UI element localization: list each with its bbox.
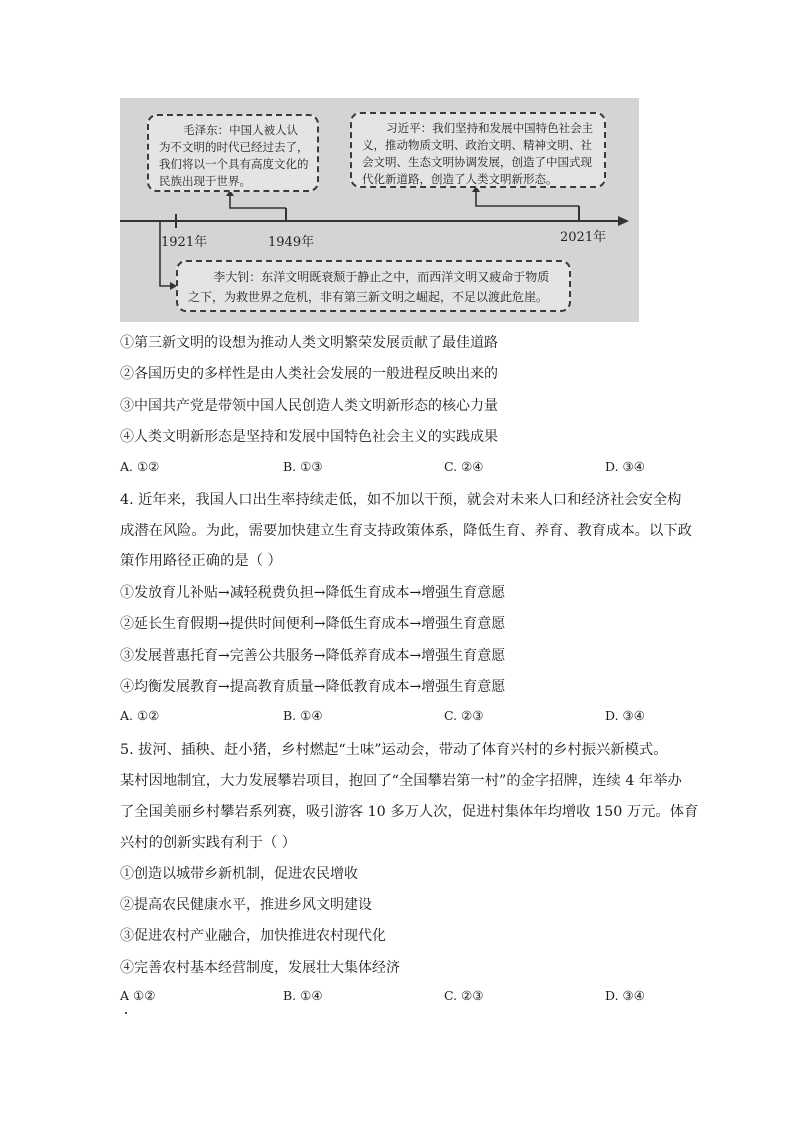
q3-option-c: C. ②④ bbox=[444, 459, 484, 474]
timeline-figure bbox=[120, 98, 639, 322]
q3-item-3: ③中国共产党是带领中国人民创造人类文明新形态的核心力量 bbox=[120, 398, 498, 414]
q3-option-d: D. ③④ bbox=[605, 459, 645, 474]
q4-option-a: A. ①② bbox=[120, 708, 160, 723]
q3-option-b: B. ①③ bbox=[283, 459, 323, 474]
q4-option-c: C. ②③ bbox=[444, 708, 484, 723]
q4-item-4: ④均衡发展教育→提高教育质量→降低教育成本→增强生育意愿 bbox=[120, 679, 506, 695]
q4-option-d: D. ③④ bbox=[605, 708, 645, 723]
q5-stem-line-3: 了全国美丽乡村攀岩系列赛，吸引游客 10 多万人次，促进村集体年均增收 150 万元。体育 bbox=[120, 804, 699, 820]
q3-item-4: ④人类文明新形态是坚持和发展中国特色社会主义的实践成果 bbox=[120, 429, 498, 445]
year-label-1949: 1949年 bbox=[268, 235, 315, 250]
q5-item-3: ③促进农村产业融合，加快推进农村现代化 bbox=[120, 928, 386, 944]
q3-item-1: ①第三新文明的设想为推动人类文明繁荣发展贡献了最佳道路 bbox=[120, 335, 498, 351]
q4-item-2: ②延长生育假期→提供时间便利→降低生育成本→增强生育意愿 bbox=[120, 616, 506, 632]
year-label-2021: 2021年 bbox=[560, 230, 607, 245]
q5-option-a: A ①② bbox=[120, 988, 156, 1003]
q4-item-3: ③发展普惠托育→完善公共服务→降低养育成本→增强生育意愿 bbox=[120, 648, 506, 664]
q5-item-1: ①创造以城带乡新机制，促进农民增收 bbox=[120, 866, 358, 882]
q4-item-1: ①发放育儿补贴→减轻税费负担→降低生育成本→增强生育意愿 bbox=[120, 585, 506, 601]
q4-stem-line-2: 成潜在风险。为此，需要加快建立生育支持政策体系，降低生育、养育、教育成本。以下政 bbox=[120, 523, 692, 539]
q3-item-2: ②各国历史的多样性是由人类社会发展的一般进程反映出来的 bbox=[120, 366, 498, 382]
year-label-1921: 1921年 bbox=[161, 235, 208, 250]
q5-option-d: D. ③④ bbox=[605, 988, 645, 1003]
q4-option-b: B. ①④ bbox=[283, 708, 323, 723]
q5-item-2: ②提高农民健康水平，推进乡风文明建设 bbox=[120, 897, 372, 913]
q5-item-4: ④完善农村基本经营制度，发展壮大集体经济 bbox=[120, 960, 400, 976]
q5-stem-line-4: 兴村的创新实践有利于（ ） bbox=[120, 835, 297, 851]
q5-option-c: C. ②③ bbox=[444, 988, 484, 1003]
q3-option-a: A. ①② bbox=[120, 459, 160, 474]
q5-option-b: B. ①④ bbox=[283, 988, 323, 1003]
mao-quote-box: 毛泽东：中国人被人认为不文明的时代已经过去了，我们将以一个具有高度文化的民族出现于世界。 bbox=[147, 114, 319, 192]
q5-stem-line-1: 5. 拔河、插秧、赶小猪，乡村燃起“土味”运动会，带动了体育兴村的乡村振兴新模式。 bbox=[120, 742, 668, 758]
q5-stem-line-2: 某村因地制宜，大力发展攀岩项目，抱回了“全国攀岩第一村”的金字招牌，连续 4 年举办 bbox=[120, 773, 682, 789]
q4-stem-line-3: 策作用路径正确的是（ ） bbox=[120, 553, 282, 569]
scan-speck bbox=[125, 1012, 127, 1014]
xi-quote-box: 习近平：我们坚持和发展中国特色社会主义，推动物质文明、政治文明、精神文明、社会文明、生态文明协调发展，创造了中国式现代化新道路，创造了人类文明新形态。 bbox=[350, 112, 606, 188]
q4-stem-line-1: 4. 近年来，我国人口出生率持续走低，如不加以干预，就会对未来人口和经济社会安全构 bbox=[120, 492, 682, 508]
li-quote-box: 李大钊：东洋文明既衰颓于静止之中，而西洋文明又疲命于物质之下，为救世界之危机，非有第三新文明之崛起，不足以渡此危崖。 bbox=[176, 260, 571, 312]
